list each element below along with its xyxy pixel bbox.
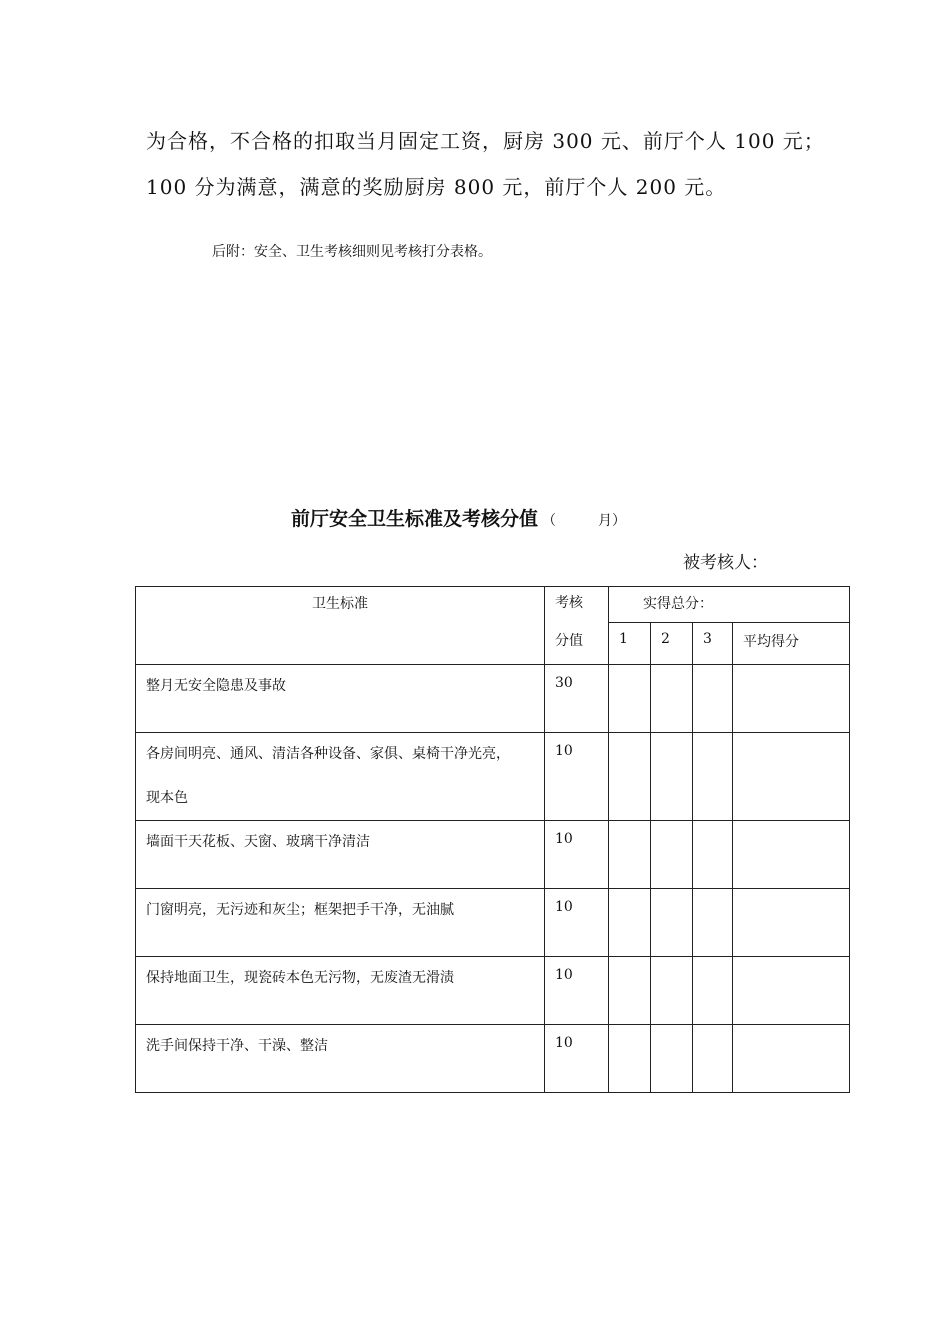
row-standard-line1: 各房间明亮、通风、清洁各种设备、家俱、桌椅干净光亮，	[146, 746, 510, 762]
header-score-line2: 分值	[555, 633, 583, 649]
score-cell-1[interactable]	[609, 889, 651, 957]
score-cell-1[interactable]	[609, 665, 651, 733]
header-row	[136, 587, 850, 623]
score-cell-3[interactable]	[693, 821, 733, 889]
score-cell-1[interactable]	[609, 957, 651, 1025]
row-value: 10	[545, 733, 609, 821]
score-cell-1[interactable]	[609, 821, 651, 889]
average-cell[interactable]	[733, 665, 850, 733]
month-label: 月）	[598, 513, 627, 529]
header-score	[545, 587, 609, 665]
average-cell[interactable]	[733, 733, 850, 821]
score-cell-2[interactable]	[651, 957, 693, 1025]
score-cell-2[interactable]	[651, 821, 693, 889]
month-open-paren: （	[542, 513, 557, 529]
average-cell[interactable]	[733, 821, 850, 889]
row-standard-line2: 现本色	[146, 790, 188, 806]
paragraph-line-1: 为合格，不合格的扣取当月固定工资，厨房 300 元、前厅个人 100 元；	[146, 129, 825, 153]
subheader-2: 2	[651, 623, 693, 665]
table-title-month	[542, 513, 626, 529]
row-standard: 门窗明亮，无污迹和灰尘；框架把手干净，无油腻	[136, 889, 545, 957]
paragraph-line-2: 100 分为满意，满意的奖励厨房 800 元，前厅个人 200 元。	[146, 175, 727, 199]
table-title-main: 前厅安全卫生标准及考核分值	[291, 508, 539, 530]
header-score-line1: 考核	[555, 595, 583, 611]
score-cell-2[interactable]	[651, 733, 693, 821]
row-standard: 整月无安全隐患及事故	[136, 665, 545, 733]
table-row	[136, 821, 850, 889]
table-title	[291, 504, 626, 531]
average-cell[interactable]	[733, 889, 850, 957]
score-cell-2[interactable]	[651, 889, 693, 957]
subheader-average: 平均得分	[733, 623, 850, 665]
score-cell-3[interactable]	[693, 957, 733, 1025]
row-value: 10	[545, 1025, 609, 1093]
score-cell-3[interactable]	[693, 733, 733, 821]
score-cell-2[interactable]	[651, 665, 693, 733]
row-value: 10	[545, 957, 609, 1025]
average-cell[interactable]	[733, 1025, 850, 1093]
row-standard: 墙面干天花板、天窗、玻璃干净清洁	[136, 821, 545, 889]
row-value: 10	[545, 821, 609, 889]
header-total: 实得总分：	[609, 587, 850, 623]
table-row	[136, 889, 850, 957]
score-cell-3[interactable]	[693, 665, 733, 733]
table-row	[136, 957, 850, 1025]
header-standard: 卫生标准	[136, 587, 545, 665]
score-cell-3[interactable]	[693, 1025, 733, 1093]
assessee-label: 被考核人：	[683, 553, 768, 573]
score-cell-3[interactable]	[693, 889, 733, 957]
row-value: 30	[545, 665, 609, 733]
score-cell-2[interactable]	[651, 1025, 693, 1093]
table-row	[136, 1025, 850, 1093]
row-standard	[136, 733, 545, 821]
row-value: 10	[545, 889, 609, 957]
subheader-3: 3	[693, 623, 733, 665]
score-cell-1[interactable]	[609, 733, 651, 821]
attachment-note: 后附：安全、卫生考核细则见考核打分表格。	[212, 244, 492, 260]
table-row	[136, 733, 850, 821]
score-cell-1[interactable]	[609, 1025, 651, 1093]
table-row	[136, 665, 850, 733]
row-standard: 洗手间保持干净、干澡、整洁	[136, 1025, 545, 1093]
assessment-table	[135, 586, 850, 1093]
average-cell[interactable]	[733, 957, 850, 1025]
row-standard: 保持地面卫生，现瓷砖本色无污物，无废渣无滑渍	[136, 957, 545, 1025]
subheader-1: 1	[609, 623, 651, 665]
